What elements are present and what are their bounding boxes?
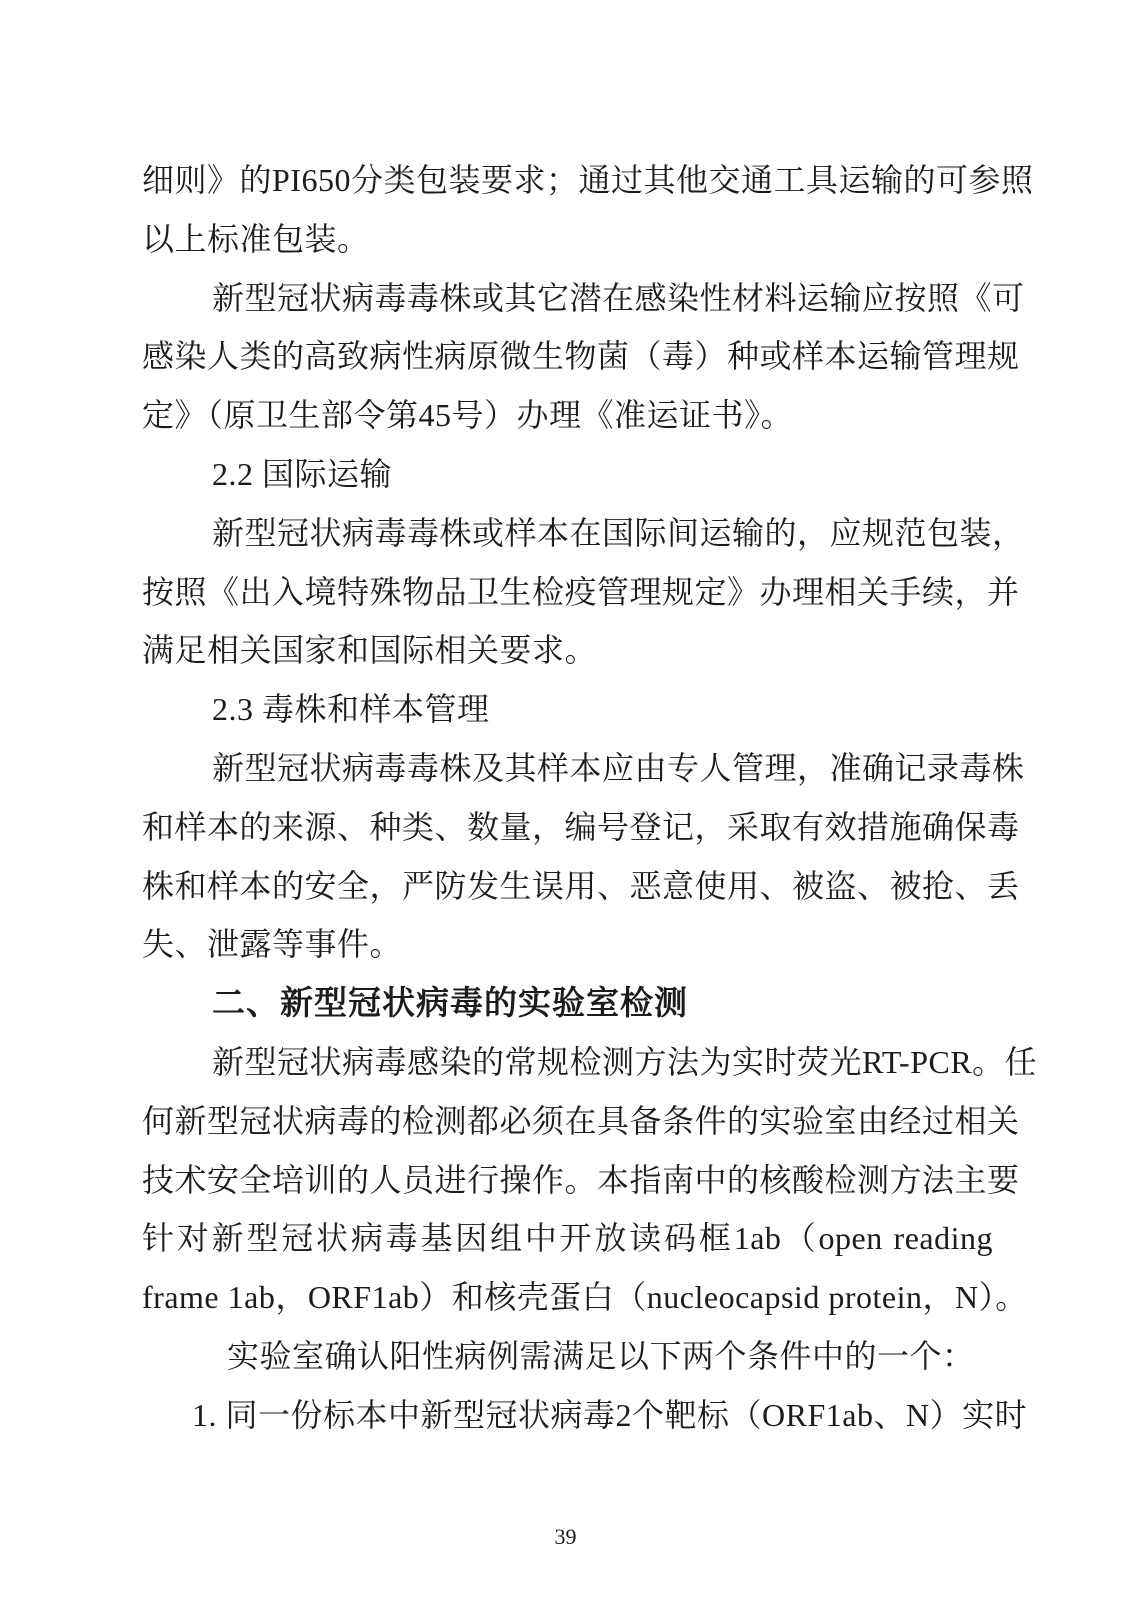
text-line: 失、泄露等事件。 [142, 926, 403, 963]
text-line: 新型冠状病毒毒株或样本在国际间运输的，应规范包装， [212, 514, 1025, 551]
text-line: 细则》的PI650分类包装要求；通过其他交通工具运输的可参照 [142, 162, 1034, 198]
text-line: 2.2 国际运输 [212, 455, 393, 492]
text-line: 新型冠状病毒毒株或其它潜在感染性材料运输应按照《可 [212, 279, 1025, 316]
document-body [142, 151, 1038, 1445]
text-line: frame 1ab，ORF1ab）和核壳蛋白（nucleocapsid protein，N）。 [142, 1279, 1028, 1316]
text-line: 针对新型冠状病毒基因组中开放读码框1ab（open reading [142, 1220, 993, 1257]
text-line: 2.3 毒株和样本管理 [212, 691, 490, 728]
text-line: 满足相关国家和国际相关要求。 [142, 632, 598, 669]
page-number: 39 [554, 1524, 577, 1549]
text-line: 株和样本的安全，严防发生误用、恶意使用、被盗、被抢、丢 [142, 867, 1020, 904]
text-line: 和样本的来源、种类、数量，编号登记，采取有效措施确保毒 [142, 808, 1020, 845]
text-line: 新型冠状病毒毒株及其样本应由专人管理，准确记录毒株 [212, 749, 1025, 786]
text-line: 技术安全培训的人员进行操作。本指南中的核酸检测方法主要 [142, 1161, 1020, 1198]
text-line: 按照《出入境特殊物品卫生检疫管理规定》办理相关手续，并 [142, 573, 1020, 610]
text-line: 感染人类的高致病性病原微生物菌（毒）种或样本运输管理规 [142, 338, 1020, 375]
text-line: 何新型冠状病毒的检测都必须在具备条件的实验室由经过相关 [142, 1102, 1020, 1139]
section-heading: 二、新型冠状病毒的实验室检测 [212, 984, 688, 1022]
text-line: 1. 同一份标本中新型冠状病毒2个靶标（ORF1ab、N）实时 [192, 1396, 1028, 1433]
text-line: 以上标准包装。 [142, 220, 370, 257]
text-line: 实验室确认阳性病例需满足以下两个条件中的一个： [227, 1337, 975, 1374]
text-line: 新型冠状病毒感染的常规检测方法为实时荧光RT-PCR。任 [212, 1043, 1038, 1080]
text-line: 定》（原卫生部令第45号）办理《准运证书》。 [142, 397, 794, 434]
